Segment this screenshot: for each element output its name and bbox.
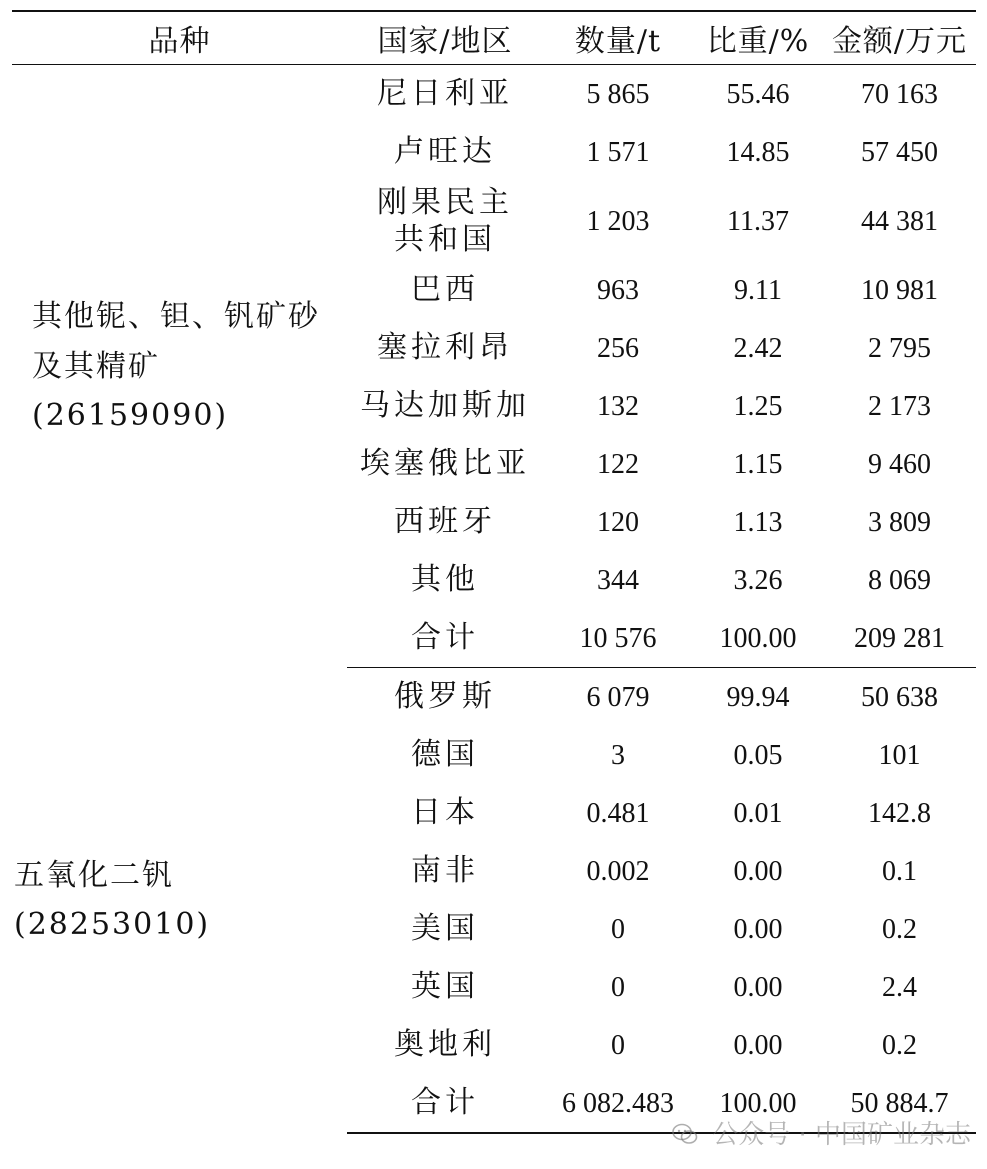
country-cell: 合计 — [347, 1074, 543, 1133]
country-cell: 其他 — [411, 562, 479, 598]
amount-cell: 2 795 — [868, 332, 931, 364]
country-cell: 尼日利亚 — [377, 76, 513, 112]
quantity-cell: 3 — [611, 739, 625, 771]
share-cell: 99.94 — [726, 681, 790, 713]
variety-cell — [12, 65, 347, 668]
amount-cell: 101 — [878, 739, 921, 771]
quantity-cell: 1 571 — [586, 136, 650, 168]
amount-cell: 2.4 — [882, 971, 917, 1003]
amount-cell: 9 460 — [868, 448, 931, 480]
country-cell: 合计 — [347, 609, 543, 668]
share-cell: 0.00 — [733, 1029, 783, 1061]
country-cell: 俄罗斯 — [394, 679, 496, 715]
variety-cell: 五氧化二钒(28253010) — [14, 857, 211, 943]
country-cell: 马达加斯加 — [360, 388, 530, 424]
header-amount: 金额/万元 — [823, 11, 976, 65]
country-cell: 南非 — [411, 853, 479, 889]
share-cell: 1.15 — [733, 448, 783, 480]
share-cell: 0.00 — [733, 855, 783, 887]
country-line: 共和国 — [394, 222, 496, 257]
country-cell — [347, 181, 543, 261]
amount-cell: 44 381 — [861, 205, 938, 237]
amount-cell: 2 173 — [868, 390, 931, 422]
amount-cell: 3 809 — [868, 506, 931, 538]
import-table — [12, 10, 976, 1134]
share-cell: 0.01 — [733, 797, 783, 829]
share-cell: 0.05 — [733, 739, 783, 771]
quantity-cell: 344 — [597, 564, 639, 596]
amount-cell: 57 450 — [861, 136, 938, 168]
amount-cell: 50 638 — [861, 681, 938, 713]
header-country: 国家/地区 — [347, 11, 543, 65]
share-cell: 2.42 — [733, 332, 783, 364]
quantity-cell: 122 — [597, 448, 639, 480]
amount-cell: 50 884.7 — [823, 1074, 976, 1133]
quantity-cell: 256 — [597, 332, 639, 364]
share-cell: 0.00 — [733, 971, 783, 1003]
amount-cell: 8 069 — [868, 564, 931, 596]
country-cell: 日本 — [411, 795, 479, 831]
share-cell: 0.00 — [733, 913, 783, 945]
table-row — [12, 65, 976, 124]
header-row — [12, 11, 976, 65]
share-cell: 100.00 — [693, 1074, 823, 1133]
country-cell: 西班牙 — [394, 504, 496, 540]
country-cell: 美国 — [411, 911, 479, 947]
country-cell: 奥地利 — [394, 1027, 496, 1063]
country-cell: 德国 — [411, 737, 479, 773]
amount-cell: 0.1 — [882, 855, 917, 887]
quantity-cell: 6 082.483 — [543, 1074, 693, 1133]
amount-cell: 142.8 — [868, 797, 931, 829]
quantity-cell: 0.481 — [586, 797, 650, 829]
variety-line: 及其精矿(26159090) — [32, 348, 229, 433]
header-quantity: 数量/t — [543, 11, 693, 65]
share-cell: 1.25 — [733, 390, 783, 422]
quantity-cell: 1 203 — [586, 205, 650, 237]
share-cell: 55.46 — [726, 78, 790, 110]
table-row — [12, 668, 976, 727]
country-cell: 卢旺达 — [394, 134, 496, 170]
quantity-cell: 10 576 — [543, 609, 693, 668]
quantity-cell: 5 865 — [586, 78, 650, 110]
country-cell: 塞拉利昂 — [377, 330, 513, 366]
quantity-cell: 963 — [597, 274, 639, 306]
amount-cell: 0.2 — [882, 1029, 917, 1061]
quantity-cell: 6 079 — [586, 681, 650, 713]
amount-cell: 70 163 — [861, 78, 938, 110]
quantity-cell: 132 — [597, 390, 639, 422]
country-line: 刚果民主 — [377, 184, 513, 220]
header-share: 比重/% — [693, 11, 823, 65]
amount-cell: 209 281 — [823, 609, 976, 668]
share-cell: 1.13 — [733, 506, 783, 538]
quantity-cell: 0 — [611, 971, 625, 1003]
amount-cell: 0.2 — [882, 913, 917, 945]
quantity-cell: 0 — [611, 913, 625, 945]
quantity-cell: 0.002 — [586, 855, 650, 887]
quantity-cell: 0 — [611, 1029, 625, 1061]
share-cell: 100.00 — [693, 609, 823, 668]
watermark-text: 公众号 · 中国矿业杂志 — [712, 1120, 972, 1150]
share-cell: 11.37 — [727, 205, 789, 237]
country-cell: 埃塞俄比亚 — [360, 446, 530, 482]
country-cell: 英国 — [411, 969, 479, 1005]
share-cell: 3.26 — [733, 564, 783, 596]
variety-line: 其他铌、钽、钒矿砂 — [32, 299, 320, 334]
amount-cell: 10 981 — [861, 274, 938, 306]
share-cell: 14.85 — [726, 136, 790, 168]
header-variety: 品种 — [12, 11, 347, 65]
share-cell: 9.11 — [734, 274, 782, 306]
country-cell: 巴西 — [411, 272, 479, 308]
quantity-cell: 120 — [597, 506, 639, 538]
